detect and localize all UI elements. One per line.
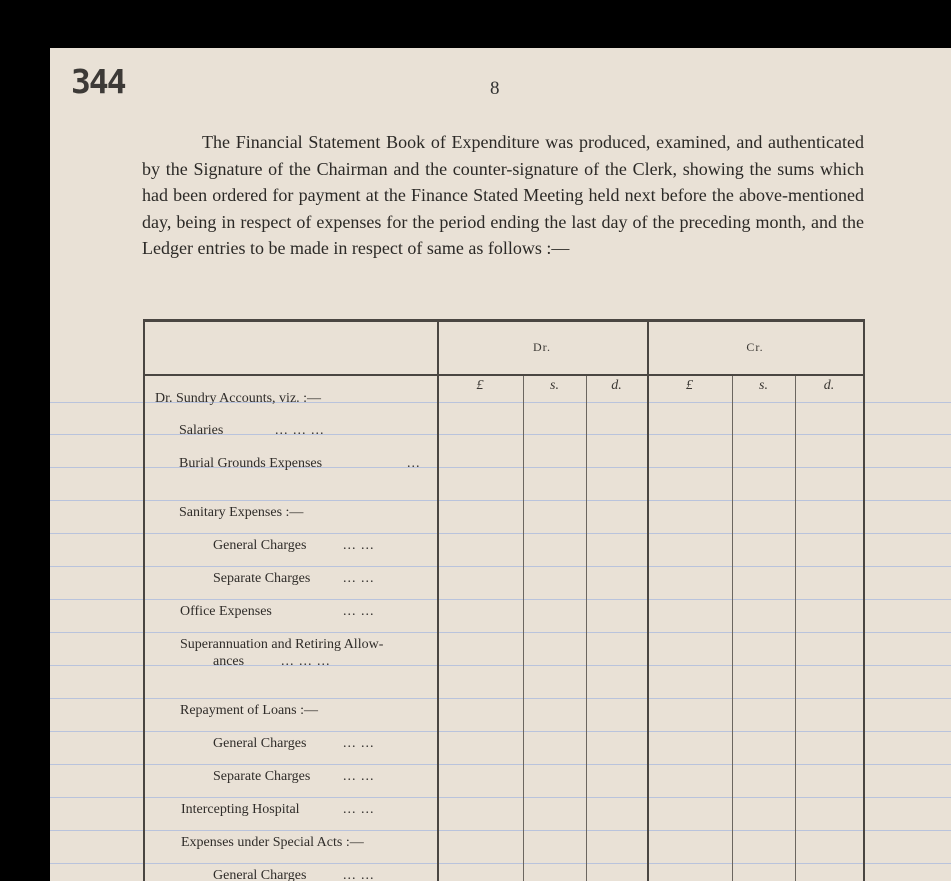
page-number: 8 (490, 78, 500, 99)
row-label: ances (213, 654, 245, 669)
row-label: Office Expenses (180, 604, 272, 619)
column-divider (732, 374, 733, 881)
ledger-table (143, 319, 865, 881)
row-label: Expenses under Special Acts :— (181, 835, 364, 850)
leader-dots: ... ... ... (275, 423, 325, 438)
header-rule (145, 374, 863, 376)
ledger-page (50, 48, 951, 881)
leader-dots: ... ... (343, 538, 375, 553)
column-divider (523, 374, 524, 881)
row-label: Separate Charges (213, 769, 311, 784)
leader-dots: ... ... (343, 604, 375, 619)
unit-pounds-dr: £ (476, 378, 484, 393)
unit-pence-cr: d. (823, 378, 835, 393)
leader-dots: ... ... ... (281, 654, 331, 669)
unit-shillings-cr: s. (759, 378, 768, 393)
row-label: Burial Grounds Expenses (179, 456, 323, 471)
row-label: Separate Charges (213, 571, 311, 586)
leader-dots: ... ... (343, 868, 375, 881)
leader-dots: ... ... (343, 736, 375, 751)
row-label: General Charges (213, 538, 307, 553)
row-label: Sanitary Expenses :— (179, 505, 304, 520)
leader-dots: ... ... (343, 769, 375, 784)
row-label: Repayment of Loans :— (180, 703, 319, 718)
row-label: Salaries (179, 423, 224, 438)
debit-header: Dr. (533, 340, 551, 354)
leader-dots: ... (407, 456, 421, 471)
folio-number: 344 (71, 62, 125, 101)
leader-dots: ... ... (343, 571, 375, 586)
row-label: General Charges (213, 868, 307, 881)
unit-pounds-cr: £ (686, 378, 693, 393)
column-divider (437, 322, 439, 881)
row-label: General Charges (213, 736, 307, 751)
unit-shillings-dr: s. (550, 378, 559, 393)
row-label: Superannuation and Retiring Allow- (180, 637, 384, 652)
row-label: Dr. Sundry Accounts, viz. :— (155, 391, 322, 406)
row-label: Intercepting Hospital (181, 802, 300, 817)
credit-header: Cr. (746, 340, 764, 354)
column-divider (647, 322, 649, 881)
statement-paragraph: The Financial Statement Book of Expenditure was produced, examined, and authenticated by the Signature of the Chairman and the counter-signature of the Clerk, showing the sums which had been ordered for payment at the Finance Stated Meeting held next before the above-mentioned day, being in respect of expenses for the period ending the last day of the preceding month, and the Ledger entries to be made in respect of same as follows :— (142, 132, 864, 258)
column-divider (586, 374, 587, 881)
unit-pence-dr: d. (611, 378, 622, 393)
column-divider (795, 374, 796, 881)
leader-dots: ... ... (343, 802, 375, 817)
